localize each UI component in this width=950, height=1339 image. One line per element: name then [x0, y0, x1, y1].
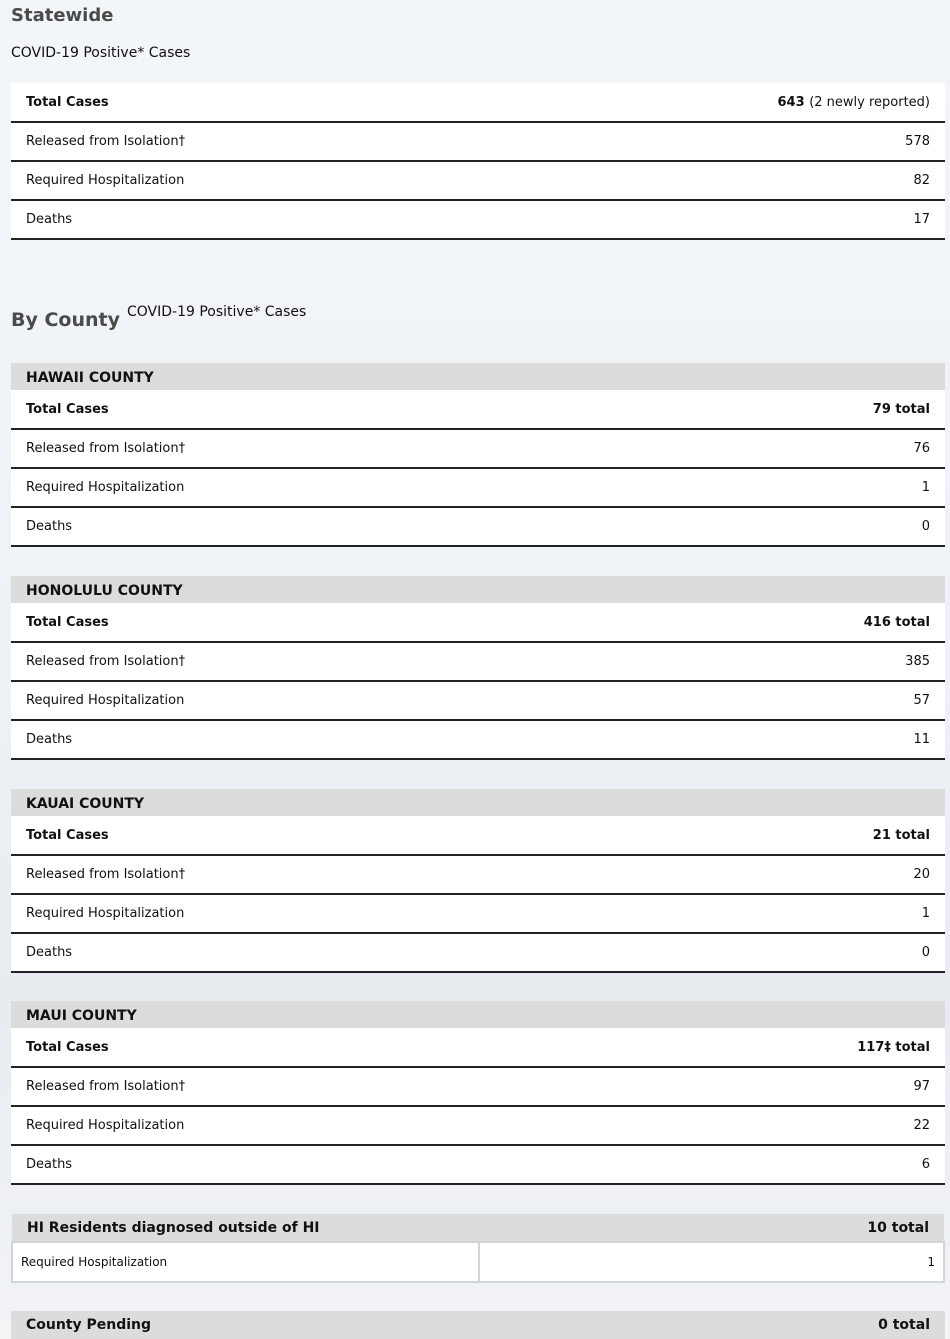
- released-label: Released from Isolation†: [11, 1067, 616, 1106]
- county-table-hawaii: [11, 363, 945, 547]
- table-row: [11, 642, 945, 681]
- deaths-label: Deaths: [11, 200, 486, 239]
- outside-hi-table: [11, 1214, 945, 1283]
- hospitalization-value: 1: [650, 468, 945, 507]
- deaths-value: 6: [616, 1145, 945, 1184]
- table-row: [12, 1242, 944, 1282]
- statewide-table: [11, 83, 945, 240]
- released-label: Released from Isolation†: [11, 855, 650, 894]
- hospitalization-label: Required Hospitalization: [11, 468, 650, 507]
- table-row: [11, 933, 945, 972]
- released-value: 76: [650, 429, 945, 468]
- outside-hi-header: [12, 1214, 944, 1242]
- total-cases-label: Total Cases: [11, 390, 650, 429]
- county-table-maui: [11, 1001, 945, 1185]
- total-cases-label: Total Cases: [11, 816, 650, 855]
- statewide-subheading: COVID-19 Positive* Cases: [11, 45, 191, 61]
- total-cases-value: 117‡ total: [616, 1028, 945, 1067]
- table-row: [11, 894, 945, 933]
- released-value: 20: [650, 855, 945, 894]
- released-label: Released from Isolation†: [11, 429, 650, 468]
- county-header: [11, 576, 945, 603]
- outside-hi-total: 10 total: [479, 1214, 944, 1242]
- table-row: [11, 1145, 945, 1184]
- table-row: [11, 1106, 945, 1145]
- table-row: [11, 507, 945, 546]
- total-cases-value: 416 total: [630, 603, 945, 642]
- total-cases-label: Total Cases: [11, 83, 486, 122]
- hospitalization-value: 1: [650, 894, 945, 933]
- table-row: [11, 200, 945, 239]
- table-row: [11, 122, 945, 161]
- table-row: [11, 468, 945, 507]
- county-pending-total: 0 total: [878, 1317, 930, 1333]
- outside-hi-label: HI Residents diagnosed outside of HI: [12, 1214, 479, 1242]
- deaths-label: Deaths: [11, 507, 650, 546]
- total-cases-value: [486, 83, 945, 122]
- table-row: [11, 681, 945, 720]
- table-row: [11, 603, 945, 642]
- statewide-heading: Statewide: [11, 5, 114, 26]
- table-row: [11, 83, 945, 122]
- deaths-value: 0: [650, 507, 945, 546]
- total-cases-number: 643: [777, 94, 805, 110]
- hospitalization-label: Required Hospitalization: [11, 161, 486, 200]
- table-row: [11, 390, 945, 429]
- table-row: [11, 855, 945, 894]
- deaths-value: 11: [630, 720, 945, 759]
- released-label: Released from Isolation†: [11, 122, 486, 161]
- table-row: [11, 161, 945, 200]
- county-name: HAWAII COUNTY: [11, 363, 945, 390]
- total-cases-value: 79 total: [650, 390, 945, 429]
- outside-hospitalization-label: Required Hospitalization: [12, 1242, 479, 1282]
- county-pending-label: County Pending: [26, 1317, 152, 1333]
- county-header: [11, 789, 945, 816]
- outside-hospitalization-value: 1: [479, 1242, 944, 1282]
- newly-reported-note: (2 newly reported): [809, 94, 930, 110]
- released-value: 385: [630, 642, 945, 681]
- county-name: MAUI COUNTY: [11, 1001, 945, 1028]
- released-label: Released from Isolation†: [11, 642, 630, 681]
- deaths-label: Deaths: [11, 933, 650, 972]
- released-value: 578: [486, 122, 945, 161]
- county-table-kauai: [11, 789, 945, 973]
- county-table-honolulu: [11, 576, 945, 760]
- deaths-value: 0: [650, 933, 945, 972]
- table-row: [11, 1067, 945, 1106]
- hospitalization-value: 57: [630, 681, 945, 720]
- hospitalization-label: Required Hospitalization: [11, 681, 630, 720]
- county-name: KAUAI COUNTY: [11, 789, 945, 816]
- hospitalization-label: Required Hospitalization: [11, 894, 650, 933]
- county-header: [11, 363, 945, 390]
- total-cases-label: Total Cases: [11, 1028, 616, 1067]
- deaths-value: 17: [486, 200, 945, 239]
- deaths-label: Deaths: [11, 1145, 616, 1184]
- table-row: [11, 429, 945, 468]
- table-row: [11, 1028, 945, 1067]
- hospitalization-value: 82: [486, 161, 945, 200]
- county-header: [11, 1001, 945, 1028]
- hospitalization-label: Required Hospitalization: [11, 1106, 616, 1145]
- county-name: HONOLULU COUNTY: [11, 576, 945, 603]
- by-county-subheading: COVID-19 Positive* Cases: [127, 304, 307, 320]
- table-row: [11, 720, 945, 759]
- county-pending-bar: [11, 1311, 945, 1339]
- total-cases-value: 21 total: [650, 816, 945, 855]
- hospitalization-value: 22: [616, 1106, 945, 1145]
- released-value: 97: [616, 1067, 945, 1106]
- table-row: [11, 816, 945, 855]
- deaths-label: Deaths: [11, 720, 630, 759]
- total-cases-label: Total Cases: [11, 603, 630, 642]
- by-county-heading: By County: [11, 309, 120, 331]
